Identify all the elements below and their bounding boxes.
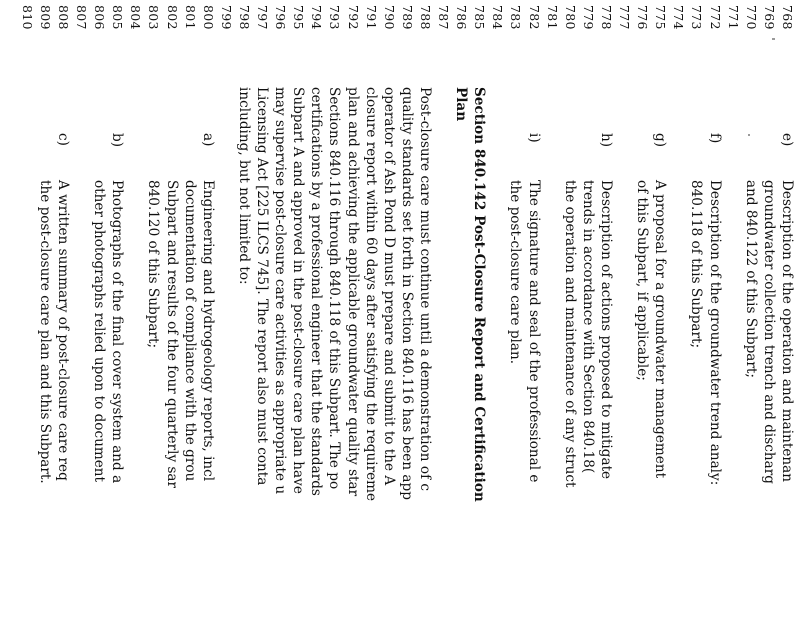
list-marker: f) [706,133,723,144]
line-text: Description of the operation and maintenan [779,180,795,482]
line-text: 840.120 of this Subpart; [145,180,162,349]
scan-speck [772,38,775,40]
line-number: 786 [454,5,470,30]
line-text: Description of the groundwater trend analy: [706,180,723,486]
line-number: 775 [653,5,669,30]
document-line [434,0,452,618]
line-number: 783 [508,5,524,30]
line-text: A proposal for a groundwater management [652,180,669,479]
document-line [561,0,579,618]
line-text: the post-closure care plan. [507,180,524,365]
document-line [488,0,506,618]
line-text: Description of actions proposed to mitigate [598,180,614,480]
document-line [36,0,54,618]
section-heading: Section 840.142 Post-Closure Report and Certification [471,87,488,502]
line-text: the operation and maintenance of any struct [561,180,578,488]
line-number: 800 [200,5,216,30]
document-line [72,0,90,618]
line-number: 782 [526,5,542,30]
line-number: 802 [164,5,180,30]
line-number: 790 [381,5,397,30]
document-line [326,0,344,618]
document-line [416,0,434,618]
document-line [344,0,362,618]
line-text: groundwater collection trench and discharg [760,180,777,484]
line-number: 795 [291,5,307,30]
line-number: 792 [345,5,361,30]
document-line [398,0,416,618]
document-line [742,0,760,618]
line-number: 796 [273,5,289,30]
document-line [724,0,742,618]
document-line [579,0,597,618]
line-text: Engineering and hydrogeology reports, incl [199,180,216,482]
line-number: 769 [761,5,777,30]
line-number: 787 [436,5,452,30]
document-line [90,0,108,618]
line-text: including, but not limited to: [236,87,252,285]
document-line [633,0,651,618]
document-line [181,0,199,618]
line-text: Subpart and results of the four quarterly sar [163,180,180,489]
line-text: Sections 840.116 through 840.118 of this Subpart. The po [326,87,343,490]
document-line [452,0,470,618]
list-marker: g) [652,133,669,148]
line-number: 781 [544,5,560,30]
document-line [18,0,36,618]
line-text: other photographs relied upon to document [91,180,108,483]
line-number: 773 [689,5,705,30]
line-number: 771 [725,5,741,30]
document-line [217,0,235,618]
document-line [253,0,271,618]
list-marker: h) [598,133,614,148]
line-text: Licensing Act [225 ILCS 745]. The report also must conta [254,87,271,486]
line-number: 784 [490,5,506,30]
document-line [307,0,325,618]
line-number: 798 [237,5,252,30]
document-line [706,0,724,618]
document-line [289,0,307,618]
line-number: 803 [146,5,162,30]
line-number: 801 [182,5,198,30]
document-line [235,0,253,618]
line-number: 777 [617,5,633,30]
document-line [54,0,72,618]
line-number: 797 [255,5,271,30]
line-text: The signature and seal of the professional e [525,180,542,483]
document-line [145,0,163,618]
document-line [778,0,796,618]
line-number: 804 [128,5,144,30]
line-number: 808 [56,5,71,30]
document-line [126,0,144,618]
line-number: 789 [399,5,415,30]
list-marker: c) [55,133,71,146]
line-number: 805 [110,5,126,30]
document-line [362,0,380,618]
document-line [525,0,543,618]
list-marker: e) [779,133,795,147]
line-number: 809 [37,5,53,30]
line-text: quality standards set forth in Section 840.116 has been app [398,87,415,500]
line-number: 780 [562,5,578,30]
document-line [669,0,687,618]
line-number: 806 [92,5,108,30]
line-text: trends in accordance with Section 840.18( [579,180,596,474]
list-marker: a) [199,133,216,147]
document-line [271,0,289,618]
document-line [380,0,398,618]
line-number: 779 [580,5,596,30]
line-text: of this Subpart, if applicable; [634,180,651,381]
list-marker: b) [109,133,126,148]
line-number: 774 [671,5,687,30]
line-number: 794 [309,5,325,30]
line-number: 793 [327,5,343,30]
document-line [615,0,633,618]
line-number: 810 [19,5,35,30]
line-number: 770 [743,5,759,30]
document-line [688,0,706,618]
document-line [543,0,561,618]
line-number: 788 [418,5,433,30]
document-line [651,0,669,618]
document-line [760,0,778,618]
document-line [507,0,525,618]
line-number: 799 [218,5,234,30]
document-line [470,0,488,618]
line-text: may supervise post-closure care activities as appropriate u [272,87,289,495]
line-number: 778 [599,5,614,30]
section-heading: Plan [453,87,470,122]
line-number: 785 [472,5,488,30]
line-number: 776 [635,5,651,30]
line-text: documentation of compliance with the grou [181,180,198,482]
line-text: closure report within 60 days after satisfying the requireme [362,87,379,502]
line-number: 807 [74,5,90,30]
line-text: A written summary of post-closure care req [55,180,71,481]
document-line [108,0,126,618]
document-line [163,0,181,618]
line-text: Subpart A and approved in the post-closure care plan have [290,87,307,494]
list-marker: i) [525,133,542,143]
line-text: operator of Ash Pond D must prepare and submit to the A [380,87,397,486]
line-number: 772 [707,5,723,30]
line-text: the post-closure care plan and this Subpart. [36,180,53,484]
document-line [597,0,615,618]
line-text: 840.118 of this Subpart; [688,180,705,349]
line-text: Post-closure care must continue until a demonstration of c [417,87,433,492]
line-text: Photographs of the final cover system and a [109,180,126,484]
scan-speck [748,134,750,136]
line-text: certifications by a professional engineer that the standards [308,87,325,496]
line-number: 768 [780,5,795,30]
line-number: 791 [363,5,379,30]
document-line [199,0,217,618]
line-text: and 840.122 of this Subpart; [742,180,759,378]
line-text: plan and achieving the applicable groundwater quality star [344,87,361,497]
